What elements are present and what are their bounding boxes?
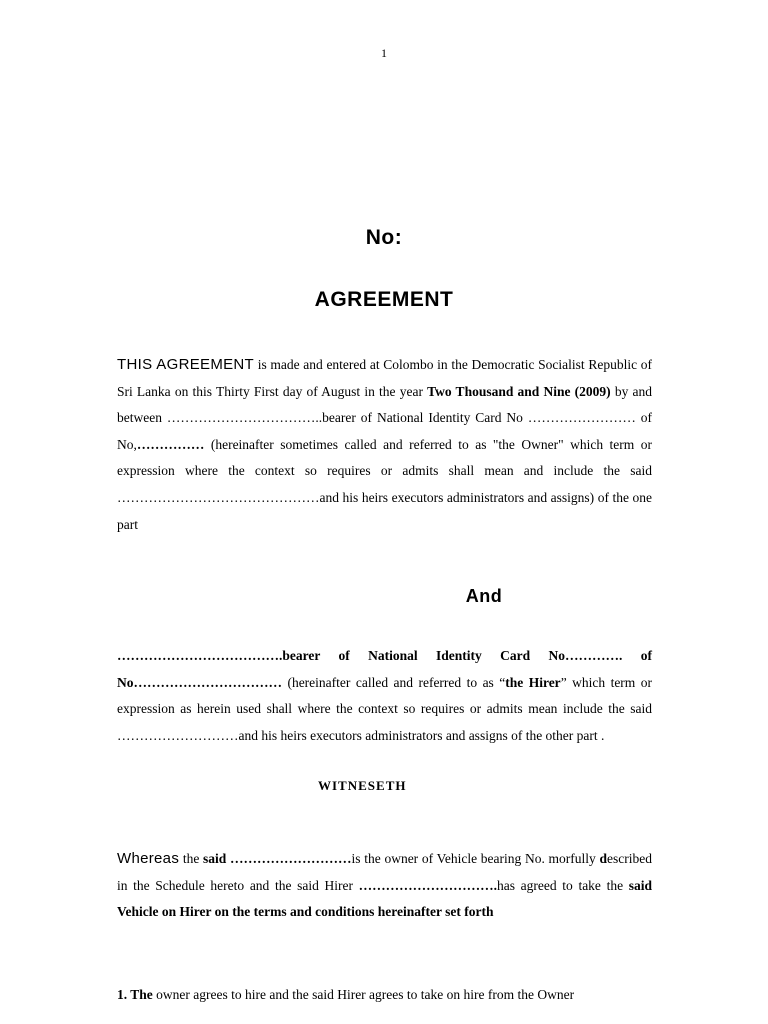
witneseth-heading: WITNESETH	[318, 778, 407, 793]
intro-paragraph	[117, 352, 652, 538]
intro-dots: ……………	[136, 436, 205, 452]
hirer-paragraph	[117, 643, 652, 749]
clause-1-text: owner agrees to hire and the said Hirer agrees to take on hire from the Owner	[152, 987, 575, 1002]
hirer-id-line: ……………………………….bearer of National Identity Card No…………. of No……………………………	[117, 648, 652, 690]
whereas-text-1: the	[179, 851, 204, 866]
hirer-text-2: ” which term or expression as herein used shall where the context so requires or admits mean include the said ………………………and his heirs executors administrators and assigns of the other part .	[117, 674, 652, 743]
whereas-text-4: has agreed to take the	[497, 877, 629, 893]
intro-text-1: is made and entered at Colombo in the Democratic Socialist Republic of Sri Lanka on this Thirty First day of August in the year	[117, 357, 652, 399]
whereas-d: d	[599, 851, 608, 866]
page-number: 1	[381, 46, 387, 60]
hirer-text-1: (hereinafter called and referred to as “	[282, 674, 506, 690]
hirer-term: the Hirer	[505, 674, 561, 690]
agreement-title: AGREEMENT	[314, 288, 454, 311]
clause-1	[117, 982, 662, 1009]
whereas-terms: said Vehicle on Hirer on the terms and conditions hereinafter set forth	[117, 877, 652, 920]
whereas-said: said ………………………	[203, 851, 352, 866]
whereas-text-3: escribed in the Schedule hereto and the said Hirer	[117, 851, 653, 893]
clause-1-lead: 1. The	[117, 987, 153, 1002]
and-heading: And	[465, 586, 503, 606]
document-number-heading: No:	[365, 226, 403, 249]
whereas-dots: ………………………….	[358, 877, 498, 893]
whereas-paragraph	[117, 846, 652, 926]
whereas-text-2: is the owner of Vehicle bearing No. morfully	[351, 851, 600, 866]
intro-year: Two Thousand and Nine (2009)	[427, 383, 611, 399]
intro-text-2: by and between ……………………………..bearer of National Identity Card No …………………… of No,	[117, 383, 653, 452]
intro-lead: THIS AGREEMENT	[117, 356, 255, 373]
whereas-lead: Whereas	[117, 850, 180, 867]
intro-text-3: (hereinafter sometimes called and referred to as "the Owner" which term or expression where the context so requires or admits shall mean and include the said ………………………………………and his heirs executors administrators and assigns) of the one part	[117, 436, 652, 532]
